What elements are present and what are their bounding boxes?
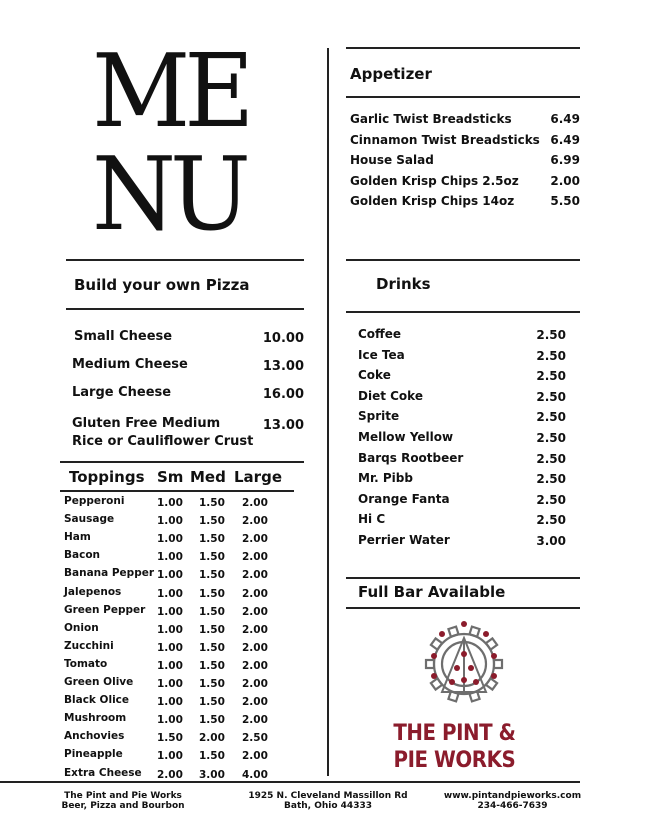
appetizer-item-price: 5.50 [550,194,580,209]
drink-name: Coke [358,368,391,383]
drinks-heading: Drinks [376,275,431,293]
footer-business-name: The Pint and Pie Works [64,791,182,801]
brand-line-1: THE PINT & [393,721,516,746]
topping-price-large: 2.00 [242,569,268,582]
topping-price-sm: 1.00 [157,714,183,727]
pizza-item-price: 13.00 [262,418,304,433]
topping-price-large: 2.00 [242,641,268,654]
toppings-col-med: Med [190,468,226,486]
drink-name: Barqs Rootbeer [358,450,464,465]
topping-price-med: 1.50 [199,696,225,709]
drink-name: Orange Fanta [358,491,450,506]
footer-tagline: Beer, Pizza and Bourbon [61,801,185,811]
title-line-2: NU [92,135,245,254]
drinks-rule-bottom [346,311,580,313]
drink-price: 3.00 [536,534,566,548]
pizza-item-name: Gluten Free Medium [72,416,221,431]
topping-name: Green Olive [64,676,134,688]
pizza-item-name: Medium Cheese [72,357,188,372]
drink-name: Diet Coke [358,388,423,403]
appetizer-heading: Appetizer [350,65,432,83]
topping-name: Pineapple [64,748,123,761]
gear-pie-icon [412,612,516,716]
topping-price-med: 3.00 [199,768,225,781]
topping-price-sm: 1.00 [157,533,183,546]
drink-price: 2.50 [536,389,566,404]
appetizer-item-name: Golden Krisp Chips 2.5oz [350,173,519,188]
topping-price-large: 2.00 [242,551,268,564]
topping-price-sm: 1.00 [157,515,183,528]
topping-price-large: 2.00 [242,623,268,636]
topping-name: Sausage [64,513,115,526]
topping-name: Zucchini [64,639,114,652]
footer-middle [246,791,410,811]
topping-price-sm: 1.00 [157,696,183,709]
topping-name: Onion [64,621,99,634]
drink-price: 2.50 [536,328,566,342]
toppings-heading: Toppings [69,468,145,486]
drink-price: 2.50 [536,369,566,384]
topping-price-large: 2.00 [242,750,268,763]
brand-name [386,720,523,774]
topping-name: Black Olice [64,694,130,707]
topping-price-med: 1.50 [199,587,225,600]
appetizer-rule-bottom [346,96,580,98]
topping-price-med: 1.50 [199,750,225,763]
topping-price-med: 1.50 [199,497,225,509]
topping-name: Tomato [64,657,108,670]
page-title [92,32,292,254]
pizza-item-price: 13.00 [262,359,304,374]
topping-name: Mushroom [64,712,127,725]
drink-name: Coffee [358,327,402,341]
footer-phone: 234-466-7639 [477,801,548,811]
topping-price-large: 2.00 [242,678,268,690]
toppings-col-large: Large [234,468,282,486]
drink-price: 2.50 [536,513,566,528]
pizza-item-name: Large Cheese [72,385,172,400]
footer-left [58,791,188,811]
topping-price-med: 1.50 [199,515,225,528]
drink-price: 2.50 [536,431,566,445]
pizza-item-price: 16.00 [262,387,304,402]
pizza-item-name: Small Cheese [74,329,173,344]
footer-city: Bath, Ohio 44333 [284,801,372,811]
full-bar-label: Full Bar Available [358,583,506,601]
topping-name: Green Pepper [64,603,146,616]
topping-price-med: 1.50 [199,605,225,618]
topping-price-large: 2.00 [242,587,268,600]
topping-price-large: 2.00 [242,515,268,528]
title-line-1: ME [92,32,249,151]
appetizer-item-name: Garlic Twist Breadsticks [350,112,512,126]
topping-price-med: 1.50 [199,551,225,564]
topping-name: Jalepenos [64,585,122,598]
topping-name: Ham [64,531,91,544]
topping-name: Anchovies [64,730,125,743]
appetizer-item-price: 2.00 [550,173,580,188]
drink-name: Mellow Yellow [358,430,454,444]
topping-price-sm: 1.00 [157,551,183,564]
appetizer-item-price: 6.99 [550,153,580,168]
topping-price-sm: 1.00 [157,750,183,763]
topping-price-sm: 1.00 [157,569,183,582]
appetizer-item-price: 6.49 [550,112,580,126]
topping-price-large: 2.00 [242,659,268,672]
topping-price-med: 1.50 [199,678,225,690]
toppings-rule-bottom [60,490,294,492]
topping-price-med: 1.50 [199,714,225,727]
toppings-col-sm: Sm [157,468,184,486]
topping-price-large: 2.00 [242,497,268,509]
footer-right [440,791,585,811]
topping-price-med: 2.00 [199,732,225,745]
topping-price-sm: 1.00 [157,641,183,654]
brand-line-2: PIE WORKS [393,748,516,773]
topping-price-med: 1.50 [199,641,225,654]
appetizer-item-price: 6.49 [550,132,580,147]
drink-price: 2.50 [536,451,566,466]
topping-price-sm: 1.50 [157,732,183,745]
topping-price-large: 2.50 [242,732,268,745]
topping-price-large: 2.00 [242,533,268,546]
drink-price: 2.50 [536,492,566,507]
drink-price: 2.50 [536,472,566,487]
column-divider [327,48,329,776]
pizza-item-price: 10.00 [262,331,304,346]
topping-price-sm: 1.00 [157,605,183,618]
topping-price-med: 1.50 [199,623,225,636]
footer-website[interactable]: www.pintandpieworks.com [443,791,582,801]
topping-price-large: 4.00 [242,768,268,781]
drink-name: Sprite [358,409,400,424]
pizza-rule-top [66,259,304,261]
topping-name: Bacon [64,549,101,562]
appetizer-rule-top [346,47,580,49]
topping-price-sm: 1.00 [157,497,183,509]
appetizer-item-name: Golden Krisp Chips 14oz [350,194,515,209]
appetizer-item-name: House Salad [350,153,434,168]
topping-name: Banana Pepper [64,567,155,580]
topping-price-sm: 1.00 [157,678,183,690]
pizza-rule-bottom [66,308,304,310]
topping-price-sm: 1.00 [157,659,183,672]
drinks-rule-top [346,259,580,261]
pizza-heading: Build your own Pizza [74,276,250,294]
bar-rule-bottom [346,607,580,609]
topping-price-sm: 1.00 [157,587,183,600]
topping-price-med: 1.50 [199,533,225,546]
topping-name: Pepperoni [64,495,125,507]
topping-price-large: 2.00 [242,605,268,618]
drink-name: Ice Tea [358,347,405,362]
topping-name: Extra Cheese [64,766,142,779]
footer-rule [0,781,580,783]
appetizer-item-name: Cinnamon Twist Breadsticks [350,132,540,147]
drink-price: 2.50 [536,348,566,363]
topping-price-large: 2.00 [242,696,268,709]
topping-price-med: 1.50 [199,569,225,582]
topping-price-sm: 2.00 [157,768,183,781]
footer-address: 1925 N. Cleveland Massillon Rd [248,791,408,801]
topping-price-large: 2.00 [242,714,268,727]
topping-price-sm: 1.00 [157,623,183,636]
toppings-rule-top [60,461,304,463]
topping-price-med: 1.50 [199,659,225,672]
drink-price: 2.50 [536,410,566,425]
drink-name: Hi C [358,512,386,527]
bar-rule-top [346,577,580,579]
drink-name: Perrier Water [358,533,450,547]
pizza-item-subname: Rice or Cauliflower Crust [72,434,254,449]
drink-name: Mr. Pibb [358,471,413,486]
